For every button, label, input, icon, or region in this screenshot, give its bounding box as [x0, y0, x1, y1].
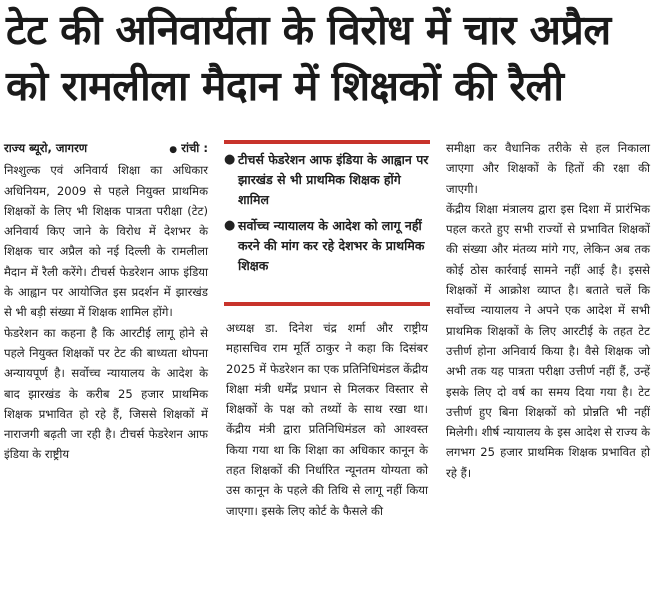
article-column-2 — [226, 318, 428, 521]
highlight-text: सर्वोच्च न्यायालय के आदेश को लागू नहीं करने की मांग कर रहे देशभर के प्राथमिक शिक्षक — [238, 218, 425, 273]
bullet-icon: ● — [224, 152, 236, 167]
paragraph: निश्शुल्क एवं अनिवार्य शिक्षा का अधिकार अधिनियम, 2009 से पहले नियुक्त प्राथमिक शिक्षकों के लिए भी शिक्षक पात्रता परीक्षा (टेट) अनिवार्य किए जाने के विरोध में देशभर के शिक्षक चार अप्रैल को नई दिल्ली के रामलीला मैदान में रैली करेंगे। टीचर्स फेडरेशन आफ इंडिया के आह्वान पर आयोजित इस प्रदर्शन में झारखंड से भी बड़ी संख्या में शिक्षक शामिल होंगे। — [4, 163, 208, 320]
article-column-1 — [4, 138, 208, 465]
paragraph: समीक्षा कर वैधानिक तरीके से हल निकाला जाएगा और शिक्षकों के हितों की रक्षा की जाएगी। — [446, 141, 650, 196]
dateline-place: रांची : — [181, 141, 208, 155]
highlight-text: टीचर्स फेडरेशन आफ इंडिया के आह्वान पर झारखंड से भी प्राथमिक शिक्षक होंगे शामिल — [238, 152, 429, 207]
article-column-3 — [446, 138, 650, 483]
headline — [6, 2, 650, 114]
paragraph: अध्यक्ष डा. दिनेश चंद्र शर्मा और राष्ट्रीय महासचिव राम मूर्ति ठाकुर ने कहा कि दिसंबर 2025 में फेडरेशन का एक प्रतिनिधिमंडल केंद्रीय शिक्षा मंत्री धर्मेंद्र प्रधान से मिलकर विस्तार से शिक्षकों के पक्ष को तथ्यों के साथ रखा था। केंद्रीय मंत्री द्वारा प्रतिनिधिमंडल को आश्वस्त किया गया था कि शिक्षा का अधिकार कानून के तहत शिक्षकों की निर्धारित न्यूनतम योग्यता को उस कानून के पहले की तिथि से लागू नहीं किया जाएगा। इसके लिए कोर्ट के फैसले की — [226, 321, 428, 518]
headline-line-2: को रामलीला मैदान में शिक्षकों की रैली — [6, 62, 564, 110]
bullet-icon: ● — [224, 218, 236, 233]
highlight-item — [224, 150, 430, 210]
bullet-icon: ● — [169, 145, 178, 155]
highlight-item — [224, 216, 430, 276]
bureau-credit: राज्य ब्यूरो, जागरण — [4, 141, 88, 155]
paragraph: फेडरेशन का कहना है कि आरटीई लागू होने से पहले नियुक्त शिक्षकों पर टेट की बाध्यता थोपना अन्यायपूर्ण है। सर्वोच्च न्यायालय के आदेश के बाद झारखंड के करीब 25 हजार प्राथमिक शिक्षक प्रभावित हो रहे हैं, जिससे शिक्षकों में नाराजगी बढ़ती जा रही है। टीचर्स फेडरेशन आफ इंडिया के राष्ट्रीय — [4, 325, 208, 462]
headline-line-1: टेट की अनिवार्यता के विरोध में चार अप्रैल — [6, 6, 611, 54]
dateline — [4, 138, 208, 160]
paragraph: केंद्रीय शिक्षा मंत्रालय द्वारा इस दिशा में प्रारंभिक पहल करते हुए सभी राज्यों से प्रभावित शिक्षकों की संख्या और मंतव्य मांगे गए, लेकिन अब तक कोई ठोस कार्रवाई सामने नहीं आई है। इससे शिक्षकों में आक्रोश व्याप्त है। बताते चलें कि सर्वोच्च न्यायालय ने अपने एक आदेश में सभी प्राथमिक शिक्षकों के लिए आरटीई के तहत टेट उत्तीर्ण होना अनिवार्य किया है। वैसे शिक्षक जो अभी तक यह पात्रता परीक्षा उत्तीर्ण नहीं हैं, उन्हें इसके लिए दो वर्ष का समय दिया गया है। टेट उत्तीर्ण हुए बिना शिक्षकों को प्रोन्नति भी नहीं मिलेगी। शीर्ष न्यायालय के इस आदेश से राज्य के लगभग 25 हजार प्राथमिक शिक्षक प्रभावित हो रहे हैं। — [446, 201, 650, 480]
highlight-box — [224, 140, 430, 306]
